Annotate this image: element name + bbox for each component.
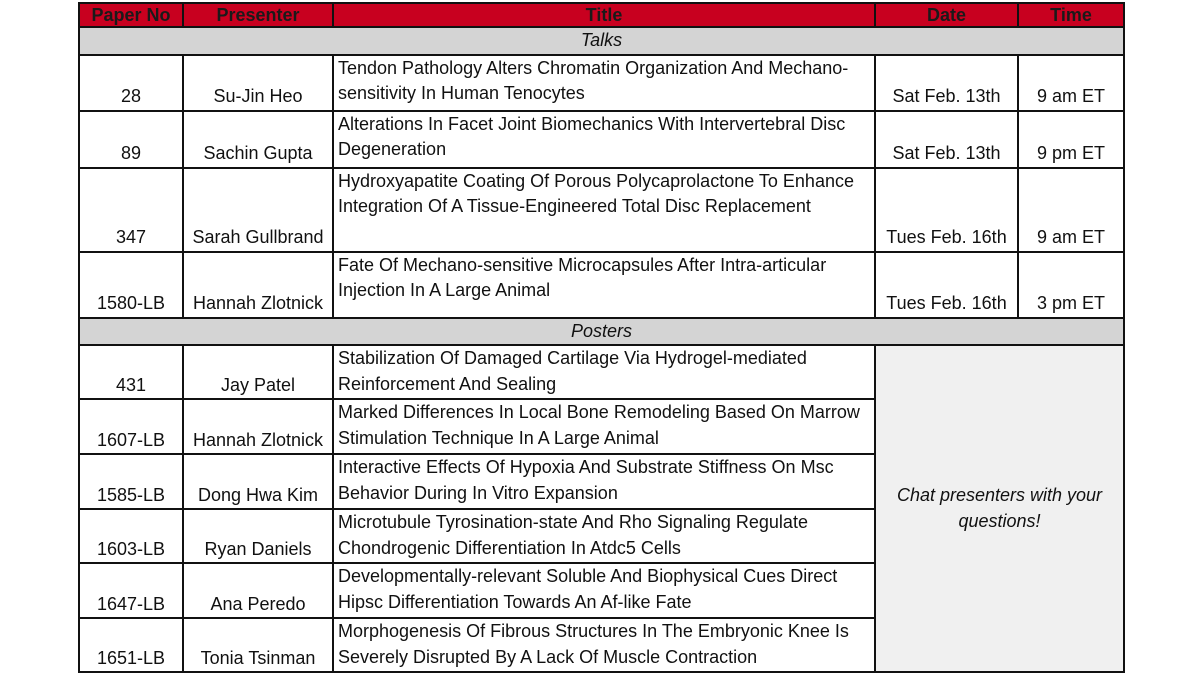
presenter: Ryan Daniels <box>183 509 333 563</box>
paper-no: 1607-LB <box>79 399 183 454</box>
presenter: Hannah Zlotnick <box>183 399 333 454</box>
presenter: Sarah Gullbrand <box>183 168 333 252</box>
presenter: Dong Hwa Kim <box>183 454 333 509</box>
paper-no: 347 <box>79 168 183 252</box>
paper-title: Stabilization Of Damaged Cartilage Via Hydrogel-mediated Reinforcement And Sealing <box>333 345 875 399</box>
paper-title: Developmentally-relevant Soluble And Biophysical Cues Direct Hipsc Differentiation Towards An Af-like Fate <box>333 563 875 618</box>
paper-no: 28 <box>79 55 183 111</box>
table-row <box>79 345 1124 399</box>
paper-title: Morphogenesis Of Fibrous Structures In The Embryonic Knee Is Severely Disrupted By A Lack Of Muscle Contraction <box>333 618 875 672</box>
talk-date: Tues Feb. 16th <box>875 252 1018 318</box>
header-time: Time <box>1018 3 1124 27</box>
section-talks <box>79 27 1124 55</box>
header-date: Date <box>875 3 1018 27</box>
presenter: Su-Jin Heo <box>183 55 333 111</box>
paper-no: 1647-LB <box>79 563 183 618</box>
presenter: Tonia Tsinman <box>183 618 333 672</box>
section-posters <box>79 318 1124 346</box>
talk-time: 9 pm ET <box>1018 111 1124 168</box>
paper-no: 431 <box>79 345 183 399</box>
paper-title: Fate Of Mechano-sensitive Microcapsules After Intra-articular Injection In A Large Animal <box>333 252 875 318</box>
table-row <box>79 55 1124 111</box>
table-row <box>79 168 1124 252</box>
header-presenter: Presenter <box>183 3 333 27</box>
schedule-table <box>78 2 1125 673</box>
header-row <box>79 3 1124 27</box>
presenter: Jay Patel <box>183 345 333 399</box>
paper-no: 1580-LB <box>79 252 183 318</box>
paper-no: 1585-LB <box>79 454 183 509</box>
section-label-posters: Posters <box>79 318 1124 346</box>
talk-date: Sat Feb. 13th <box>875 111 1018 168</box>
presenter: Sachin Gupta <box>183 111 333 168</box>
paper-no: 1651-LB <box>79 618 183 672</box>
paper-title: Hydroxyapatite Coating Of Porous Polycaprolactone To Enhance Integration Of A Tissue-Engineered Total Disc Replacement <box>333 168 875 252</box>
section-label-talks: Talks <box>79 27 1124 55</box>
paper-title: Microtubule Tyrosination-state And Rho Signaling Regulate Chondrogenic Differentiation In Atdc5 Cells <box>333 509 875 563</box>
talk-date: Sat Feb. 13th <box>875 55 1018 111</box>
presenter: Ana Peredo <box>183 563 333 618</box>
talk-time: 9 am ET <box>1018 55 1124 111</box>
table-row <box>79 111 1124 168</box>
talk-time: 3 pm ET <box>1018 252 1124 318</box>
header-title: Title <box>333 3 875 27</box>
chat-presenters-note: Chat presenters with your questions! <box>875 345 1124 672</box>
paper-no: 1603-LB <box>79 509 183 563</box>
presenter: Hannah Zlotnick <box>183 252 333 318</box>
paper-title: Interactive Effects Of Hypoxia And Substrate Stiffness On Msc Behavior During In Vitro Expansion <box>333 454 875 509</box>
table-row <box>79 252 1124 318</box>
talk-date: Tues Feb. 16th <box>875 168 1018 252</box>
paper-no: 89 <box>79 111 183 168</box>
paper-title: Alterations In Facet Joint Biomechanics With Intervertebral Disc Degeneration <box>333 111 875 168</box>
talk-time: 9 am ET <box>1018 168 1124 252</box>
header-paper-no: Paper No <box>79 3 183 27</box>
paper-title: Marked Differences In Local Bone Remodeling Based On Marrow Stimulation Technique In A Large Animal <box>333 399 875 454</box>
paper-title: Tendon Pathology Alters Chromatin Organization And Mechano-sensitivity In Human Tenocytes <box>333 55 875 111</box>
